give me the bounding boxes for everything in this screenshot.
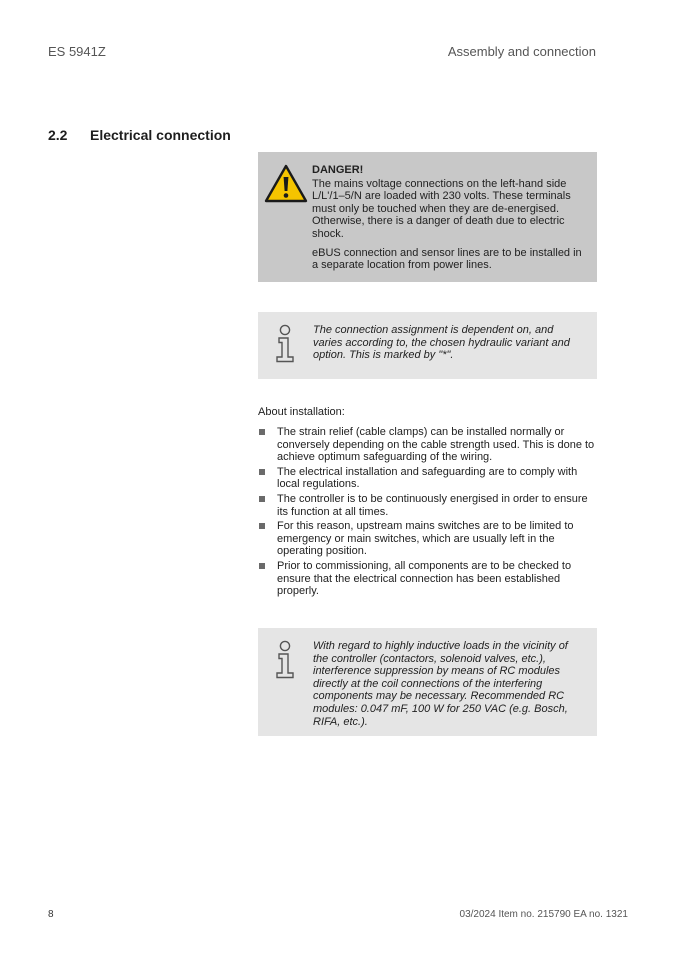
info-note-inductive-loads [258,628,597,736]
info-note-text: With regard to highly inductive loads in the vicinity of the controller (contactors, solenoid valves, etc.), interference suppression by means of RC modules directly at the coil connections of the interfering components may be necessary. Recommended RC modules: 0.047 mF, 100 W for 250 VAC (e.g. Bosch, RIFA, etc.). [313,640,568,728]
list-item-text: The electrical installation and safeguarding are to comply with local regulations. [277,465,578,491]
section-number: 2.2 [48,127,68,143]
danger-paragraph-1: The mains voltage connections on the left-hand side L/L'/1–5/N are loaded with 230 volts. These terminals must only be touched when they are de-energised. Otherwise, there is a danger of death due to electric shock. [312,177,571,240]
bullet-square-icon [259,563,265,569]
list-item [258,426,598,464]
bullet-square-icon [259,523,265,529]
danger-notice [258,152,597,282]
info-icon [274,324,296,364]
list-item [258,466,598,491]
list-item-text: Prior to commissioning, all components are to be checked to ensure that the electrical connection has been established properly. [277,559,572,598]
header-chapter: Assembly and connection [447,44,596,59]
installation-list [258,426,598,600]
info-note-text: The connection assignment is dependent on, and varies according to, the chosen hydraulic variant and option. This is marked by "*". [313,324,570,362]
danger-title: DANGER! [312,164,364,176]
section-heading [48,127,231,143]
installation-label: About installation: [258,406,345,418]
page-number: 8 [48,909,54,920]
bullet-square-icon [259,429,265,435]
section-title: Electrical connection [90,127,231,143]
list-item [258,520,598,558]
list-item [258,493,598,518]
footer-item-info: 03/2024 Item no. 215790 EA no. 1321 [459,909,628,920]
info-note-connection-assignment [258,312,597,379]
bullet-square-icon [259,469,265,475]
list-item-text: The controller is to be continuously energised in order to ensure its function at all times. [277,492,588,518]
list-item [258,560,598,598]
list-item-text: The strain relief (cable clamps) can be installed normally or conversely depending on the cable strength used. This is done to achieve optimum safeguarding of the wiring. [277,426,595,464]
bullet-square-icon [259,496,265,502]
danger-paragraph-2: eBUS connection and sensor lines are to be installed in a separate location from power lines. [312,246,582,272]
warning-triangle-icon [264,164,308,204]
info-icon [274,640,296,680]
list-item-text: For this reason, upstream mains switches are to be limited to emergency or main switches, which are usually left in the operating position. [277,520,574,558]
header-doc-id: ES 5941Z [48,44,106,59]
